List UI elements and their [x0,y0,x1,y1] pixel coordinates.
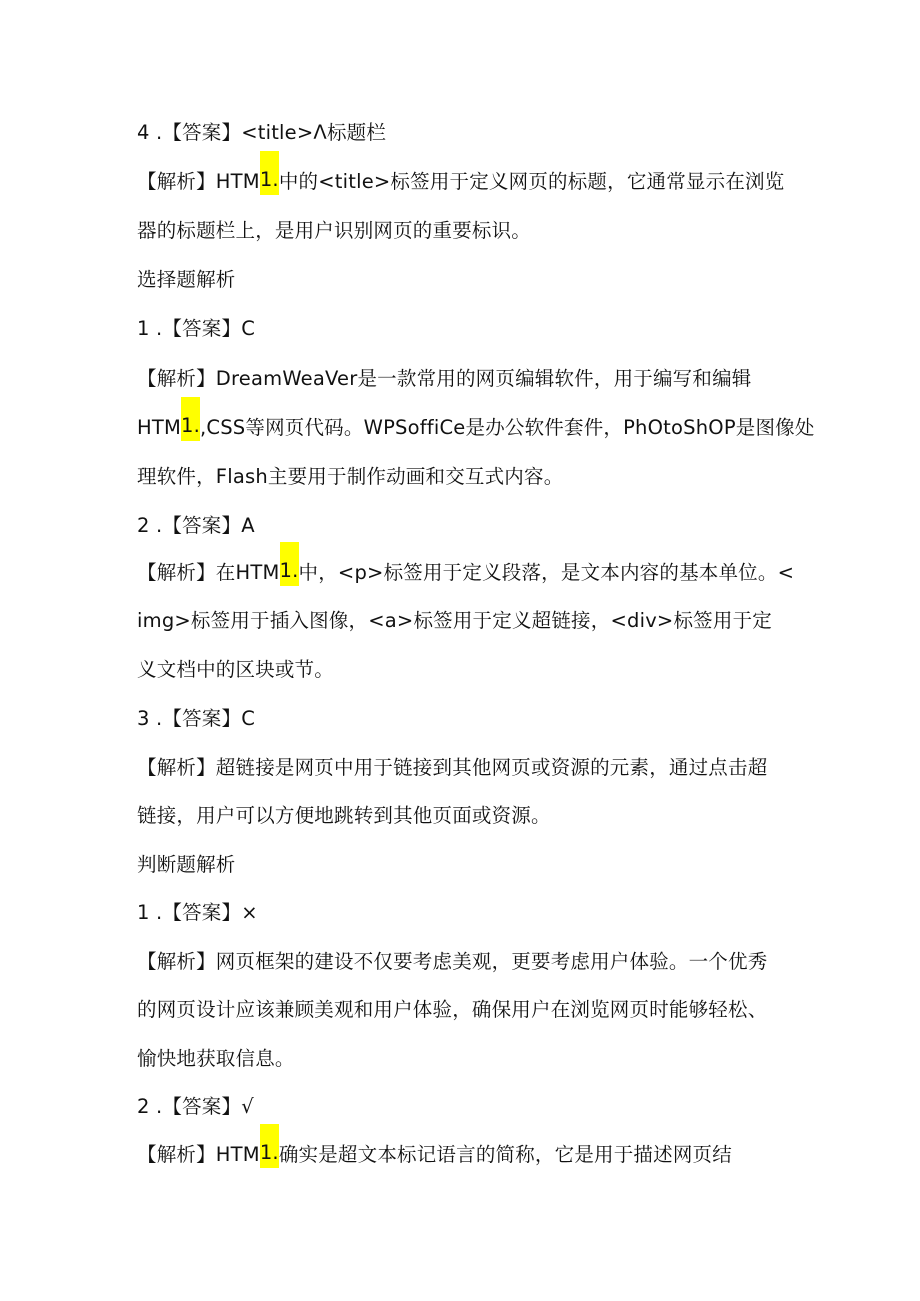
text: 理软件，Flash主要用于制作动画和交互式内容。 [137,465,564,488]
text: 愉快地获取信息。 [137,1047,295,1070]
analysis-line [137,169,784,195]
analysis-line [137,464,563,490]
text: 链接，用户可以方便地跳转到其他页面或资源。 [137,804,551,827]
analysis-line [137,657,334,683]
analysis-line [137,755,767,781]
text: 1 .【答案】× [137,901,258,924]
answer-line [137,120,386,146]
highlighted-text: 1. [181,397,200,441]
text: HTM [137,416,181,439]
answer-line [137,706,255,732]
answer-line [137,900,258,926]
text: 4 .【答案】<title>Λ标题栏 [137,121,387,144]
text: img>标签用于插入图像，<a>标签用于定义超链接，<div>标签用于定 [137,609,772,632]
text: 中的<title>标签用于定义网页的标题，它通常显示在浏览 [278,170,785,193]
section-heading [137,852,236,878]
text: 器的标题栏上，是用户识别网页的重要标识。 [137,219,532,242]
analysis-line [137,608,772,634]
text: 的网页设计应该兼顾美观和用户体验，确保用户在浏览网页时能够轻松、 [137,998,768,1021]
text: 1 .【答案】C [137,317,256,340]
text: 义文档中的区块或节。 [137,658,335,681]
answer-line [137,1094,254,1120]
analysis-line [137,1142,732,1168]
text: 确实是超文本标记语言的简称，它是用于描述网页结 [278,1143,732,1166]
text: 2 .【答案】A [137,514,255,537]
answer-line [137,513,255,539]
text: ,CSS等网页代码。WPSoffiCe是办公软件套件，PhOtoShOP是图像处 [200,416,815,439]
text: 2 .【答案】√ [137,1095,254,1118]
section-heading [137,267,236,293]
text: 【解析】DreamWeaVer是一款常用的网页编辑软件，用于编写和编辑 [137,367,752,390]
analysis-line [137,366,751,392]
text: 选择题解析 [137,268,236,291]
text: 【解析】超链接是网页中用于链接到其他网页或资源的元素，通过点击超 [137,756,768,779]
text: 判断题解析 [137,853,236,876]
text: 【解析】在HTM [137,561,280,584]
answer-line [137,316,255,342]
text: 【解析】HTM [137,170,260,193]
text: 【解析】网页框架的建设不仅要考虑美观，更要考虑用户体验。一个优秀 [137,950,768,973]
highlighted-text: 1. [260,151,279,195]
text: 3 .【答案】C [137,707,256,730]
analysis-line [137,1046,295,1072]
analysis-line [137,218,531,244]
text: 中，<p>标签用于定义段落，是文本内容的基本单位。< [298,561,795,584]
text: 【解析】HTM [137,1143,260,1166]
analysis-line [137,997,767,1023]
analysis-line [137,803,551,829]
analysis-line [137,949,767,975]
highlighted-text: 1. [280,542,299,586]
analysis-line [137,415,815,441]
highlighted-text: 1. [260,1124,279,1168]
analysis-line [137,560,794,586]
